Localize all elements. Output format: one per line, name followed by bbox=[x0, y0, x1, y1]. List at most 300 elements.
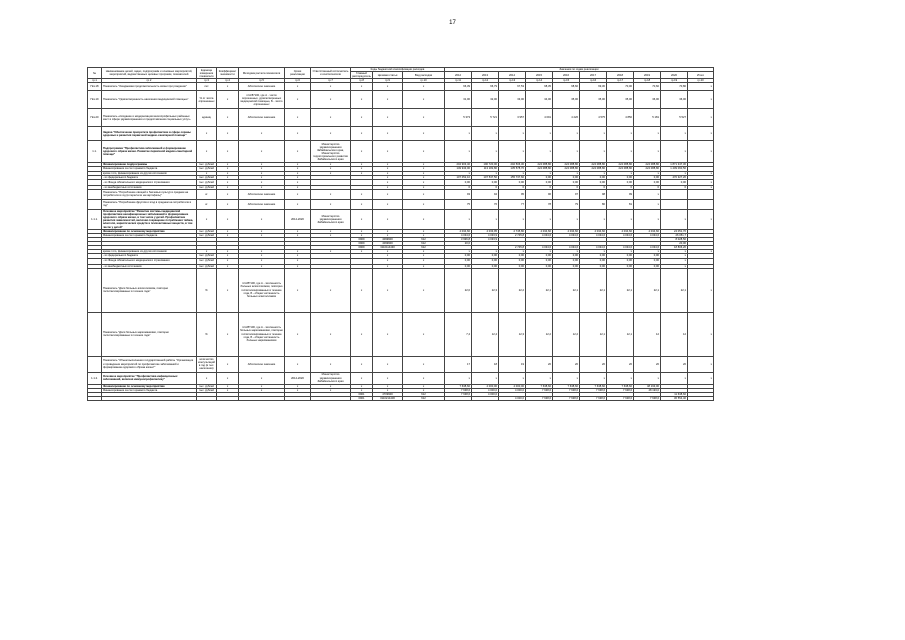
table-cell: 0,00 bbox=[607, 258, 634, 264]
table-cell: х bbox=[472, 171, 499, 175]
table-cell: х bbox=[580, 250, 607, 254]
table-cell: 4 000,00 bbox=[499, 384, 526, 388]
table-cell: х bbox=[311, 384, 351, 388]
table-cell: х bbox=[373, 189, 403, 199]
table-cell: 7,4 bbox=[445, 312, 472, 356]
table-cell: х bbox=[403, 356, 445, 372]
table-cell bbox=[688, 396, 714, 400]
table-cell: 22,1 bbox=[661, 268, 688, 312]
table-cell: 0 bbox=[580, 185, 607, 189]
table-cell: х bbox=[373, 356, 403, 372]
col-coef-header: Коэффициент значимости bbox=[217, 68, 239, 79]
column-number: гр.10 bbox=[403, 79, 445, 83]
table-cell: х bbox=[217, 199, 239, 209]
table-cell: х bbox=[217, 233, 239, 237]
table-cell bbox=[239, 396, 285, 400]
table-cell: 94 bbox=[472, 189, 499, 199]
table-cell: 7 638,60 bbox=[580, 384, 607, 388]
table-cell: 99 bbox=[607, 189, 634, 199]
table-cell: х bbox=[373, 141, 403, 163]
table-cell: 78 bbox=[526, 199, 553, 209]
table-cell: 224 088,80 bbox=[607, 167, 634, 171]
table-cell bbox=[688, 189, 714, 199]
table-cell: х bbox=[373, 179, 403, 185]
table-cell: 7 638,60 bbox=[526, 384, 553, 388]
table-cell: 48 193,0 bbox=[634, 388, 661, 392]
column-number: гр.1 bbox=[88, 79, 102, 83]
table-cell: 0,00 bbox=[499, 254, 526, 258]
table-cell: х bbox=[580, 171, 607, 175]
row-number-cell: Пкз.18 bbox=[88, 83, 102, 91]
table-cell: х bbox=[285, 258, 311, 264]
table-cell: 1 409 060,50 bbox=[661, 167, 688, 171]
table-cell: 0909 bbox=[351, 246, 373, 250]
year-col-header: Итого bbox=[688, 72, 714, 79]
table-cell: 96 bbox=[526, 189, 553, 199]
table-cell: 7 638,6 bbox=[580, 396, 607, 400]
table-cell: 0,00 bbox=[472, 258, 499, 264]
table-cell: х bbox=[373, 185, 403, 189]
table-cell: 107 537,50 bbox=[472, 175, 499, 179]
table-cell: 4 034,60 bbox=[553, 229, 580, 233]
table-cell: 7 638,6 bbox=[526, 396, 553, 400]
table-cell: тыс. рублей bbox=[197, 167, 217, 171]
budget-col-header: Целевая статья bbox=[373, 72, 403, 79]
table-cell: 0901 bbox=[351, 392, 373, 396]
table-cell: 20 bbox=[580, 356, 607, 372]
table-cell: 75 bbox=[445, 199, 472, 209]
table-cell: х bbox=[373, 372, 403, 384]
table-cell: х bbox=[661, 127, 688, 141]
table-cell: х bbox=[285, 109, 311, 127]
table-cell: тыс. рублей bbox=[197, 175, 217, 179]
table-cell: х bbox=[217, 163, 239, 167]
table-cell: 0909 bbox=[351, 238, 373, 242]
table-cell: х bbox=[373, 233, 403, 237]
table-cell: 35,00 bbox=[607, 91, 634, 109]
table-cell: 22,0 bbox=[445, 268, 472, 312]
row-name-cell: - из Фонда обязательного медицинского страхования bbox=[102, 258, 197, 264]
table-cell: 2014-2020 bbox=[285, 209, 311, 229]
table-cell: 26 051,7 bbox=[661, 233, 688, 237]
table-cell: количество консультаций в год (в тыс. населения) bbox=[198, 357, 215, 371]
row-number-cell bbox=[88, 127, 102, 141]
column-number: гр.19 bbox=[661, 79, 688, 83]
table-cell: 79 bbox=[553, 199, 580, 209]
table-cell: х bbox=[351, 233, 373, 237]
table-cell: х bbox=[217, 250, 239, 254]
table-cell: х bbox=[553, 141, 580, 163]
table-cell: х bbox=[472, 250, 499, 254]
table-cell: х bbox=[351, 109, 373, 127]
table-cell: 4 850 bbox=[607, 109, 634, 127]
table-cell: х bbox=[373, 175, 403, 179]
table-cell: х bbox=[688, 109, 714, 127]
table-cell: 0,00 bbox=[607, 179, 634, 185]
table-cell: 0,00 bbox=[445, 258, 472, 264]
table-cell: х bbox=[351, 250, 373, 254]
table-cell: 3110214430 bbox=[373, 396, 403, 400]
table-cell: х bbox=[526, 171, 553, 175]
table-cell: 0901 bbox=[351, 396, 373, 400]
table-cell: х bbox=[217, 141, 239, 163]
table-cell: 20,0 bbox=[445, 242, 472, 246]
row-name-cell: - из федерального бюджета bbox=[102, 254, 197, 258]
table-cell: х bbox=[285, 229, 311, 233]
table-cell: 224 088,80 bbox=[580, 163, 607, 167]
table-cell: х bbox=[688, 83, 714, 91]
table-cell: 19 bbox=[499, 356, 526, 372]
table-cell: 81 bbox=[607, 199, 634, 209]
table-cell: х bbox=[688, 185, 714, 189]
table-cell: х bbox=[499, 127, 526, 141]
table-cell: х bbox=[499, 372, 526, 384]
column-number: гр.5 bbox=[239, 79, 285, 83]
table-cell: 22,1 bbox=[607, 268, 634, 312]
table-cell: х bbox=[688, 91, 714, 109]
table-cell: 18 806,20 bbox=[661, 246, 688, 250]
table-cell: х bbox=[445, 250, 472, 254]
table-cell: 4 034,6 bbox=[580, 233, 607, 237]
table-cell: 32,00 bbox=[472, 91, 499, 109]
row-name-cell: Показатель "Объем выполнения государственной работы "Организация и проведение мероприятий по профилактике заболеваний и формированию здорового образа жизни"" bbox=[102, 356, 197, 372]
table-cell: х bbox=[499, 171, 526, 175]
table-cell: 0 bbox=[634, 185, 661, 189]
table-cell: 0,00 bbox=[607, 264, 634, 268]
table-cell: х bbox=[239, 384, 285, 388]
table-cell: х bbox=[472, 372, 499, 384]
table-cell bbox=[197, 396, 217, 400]
table-cell: 0,00 bbox=[634, 175, 661, 179]
table-cell: х bbox=[239, 372, 285, 384]
table-cell: 4 034,6 bbox=[607, 246, 634, 250]
column-number: гр.6 bbox=[285, 79, 311, 83]
table-cell: х bbox=[499, 209, 526, 229]
table-cell: х bbox=[403, 185, 445, 189]
row-number-cell bbox=[88, 268, 102, 312]
table-cell: 0,00 bbox=[634, 258, 661, 264]
table-cell: 224 088,80 bbox=[526, 163, 553, 167]
table-cell: Абсолютное значение bbox=[239, 83, 285, 91]
table-cell: n=А/Б*100, где А - численность больных наркоманиями, повторно госпитализированных в течение года, Б - общая численность больных наркоманиями bbox=[239, 312, 285, 356]
table-cell: 0,00 bbox=[499, 264, 526, 268]
table-cell: х bbox=[553, 250, 580, 254]
row-name-cell: Финансирование по основному мероприятию bbox=[102, 384, 197, 388]
table-cell: х bbox=[351, 83, 373, 91]
table-cell: х bbox=[661, 141, 688, 163]
col-name-header: Наименование целей, задач, подпрограмм и основных мероприятий, мероприятий, ведомственных целевых программ, показателей bbox=[102, 68, 197, 79]
table-cell: 0,00 bbox=[580, 175, 607, 179]
table-cell: Абсолютное значение bbox=[239, 356, 285, 372]
table-cell: х bbox=[285, 356, 311, 372]
table-cell: х bbox=[351, 388, 373, 392]
table-cell: 48 193,00 bbox=[634, 384, 661, 388]
column-number: гр.12 bbox=[472, 79, 499, 83]
table-cell: х bbox=[197, 141, 217, 163]
table-cell: х bbox=[580, 209, 607, 229]
table-cell: 5 721 bbox=[472, 109, 499, 127]
table-cell: х bbox=[688, 356, 714, 372]
table-cell: тыс. рублей bbox=[197, 254, 217, 258]
table-cell: 4 000,0 bbox=[499, 396, 526, 400]
table-cell: 36 554,40 bbox=[661, 396, 688, 400]
table-cell: 68,60 bbox=[553, 83, 580, 91]
table-cell: 20 bbox=[607, 356, 634, 372]
row-name-cell: Основное мероприятие "Профилактика инфекционных заболеваний, включая иммунопрофилактику" bbox=[102, 372, 197, 384]
column-number: гр.20 bbox=[688, 79, 714, 83]
table-cell: 4 000,0 bbox=[472, 388, 499, 392]
table-cell: 202 506,30 bbox=[499, 163, 526, 167]
table-row bbox=[88, 189, 714, 199]
table-cell: 12,1 bbox=[580, 312, 607, 356]
row-number-cell bbox=[88, 356, 102, 372]
table-cell: 22,1 bbox=[580, 268, 607, 312]
table-cell bbox=[688, 199, 714, 209]
table-cell: 66,79 bbox=[472, 83, 499, 91]
table-cell: 36,00 bbox=[634, 91, 661, 109]
table-cell: х bbox=[403, 167, 445, 171]
table-cell: 0,00 bbox=[526, 254, 553, 258]
table-cell: 224 088,80 bbox=[634, 167, 661, 171]
table-cell: 5 181 bbox=[634, 109, 661, 127]
table-cell: 22,1 bbox=[526, 268, 553, 312]
year-col-header: 2017 bbox=[580, 72, 607, 79]
table-cell: х bbox=[217, 167, 239, 171]
column-number: гр.14 bbox=[526, 79, 553, 83]
table-cell: 31,00 bbox=[445, 91, 472, 109]
table-cell: х bbox=[472, 209, 499, 229]
table-cell: х bbox=[688, 372, 714, 384]
table-cell bbox=[472, 396, 499, 400]
table-cell: х bbox=[661, 258, 688, 264]
table-cell: х bbox=[607, 171, 634, 175]
program-indicators-table bbox=[87, 67, 714, 401]
table-cell: х bbox=[311, 127, 351, 141]
table-cell bbox=[661, 199, 688, 209]
table-cell: 612 bbox=[403, 242, 445, 246]
table-cell: 2014-2020 bbox=[285, 372, 311, 384]
table-cell: 35,00 bbox=[553, 91, 580, 109]
table-cell: х bbox=[217, 388, 239, 392]
table-cell: х bbox=[351, 268, 373, 312]
table-cell: 0 bbox=[499, 185, 526, 189]
table-cell: х bbox=[373, 264, 403, 268]
table-cell: х bbox=[239, 167, 285, 171]
year-col-header: 2019 bbox=[634, 72, 661, 79]
table-cell: х bbox=[373, 312, 403, 356]
table-cell: х bbox=[580, 372, 607, 384]
column-number: гр.16 bbox=[580, 79, 607, 83]
table-cell: х bbox=[634, 189, 661, 199]
table-cell: х bbox=[373, 258, 403, 264]
table-cell: 12 bbox=[661, 312, 688, 356]
table-cell: 4 033,9 bbox=[472, 238, 499, 242]
table-cell: 149 943,00 bbox=[445, 167, 472, 171]
table-cell: 0,00 bbox=[634, 264, 661, 268]
table-cell: х bbox=[351, 189, 373, 199]
table-cell: 0,00 bbox=[634, 179, 661, 185]
table-cell: х bbox=[351, 141, 373, 163]
table-cell: Абсолютное значение bbox=[239, 199, 285, 209]
table-cell: тыс. рублей bbox=[197, 163, 217, 167]
table-cell: 0,00 bbox=[607, 175, 634, 179]
table-cell: 2 745,8 bbox=[499, 246, 526, 250]
table-cell: тыс. рублей bbox=[197, 229, 217, 233]
table-cell: 4 034,6 bbox=[634, 233, 661, 237]
row-name-cell bbox=[102, 396, 197, 400]
table-cell: х bbox=[607, 250, 634, 254]
table-cell: х bbox=[526, 250, 553, 254]
table-cell: х bbox=[217, 171, 239, 175]
table-cell: х bbox=[445, 372, 472, 384]
table-cell: 4 000,0 bbox=[472, 392, 499, 396]
table-cell: х bbox=[285, 163, 311, 167]
table-cell: х bbox=[217, 185, 239, 189]
column-number: гр.9 bbox=[373, 79, 403, 83]
table-cell: тыс. рублей bbox=[197, 179, 217, 185]
column-number: гр.17 bbox=[607, 79, 634, 83]
table-cell: кг bbox=[197, 199, 217, 209]
table-cell: 4 033,95 bbox=[472, 229, 499, 233]
table-cell: 67,53 bbox=[499, 83, 526, 91]
table-cell: 4 034,60 bbox=[580, 229, 607, 233]
table-cell: х bbox=[285, 268, 311, 312]
table-cell: х bbox=[197, 372, 217, 384]
column-number: гр.2 bbox=[102, 79, 197, 83]
table-cell: 0 bbox=[472, 185, 499, 189]
table-cell: 4 034,6 bbox=[526, 246, 553, 250]
table-cell: х bbox=[311, 163, 351, 167]
table-cell: х bbox=[472, 127, 499, 141]
table-cell: 224 088,80 bbox=[580, 167, 607, 171]
table-cell: 1 871 347,30 bbox=[661, 163, 688, 167]
column-number: гр.11 bbox=[445, 79, 472, 83]
table-cell: 0,00 bbox=[553, 175, 580, 179]
table-cell: 0,00 bbox=[526, 258, 553, 264]
table-cell: х bbox=[285, 388, 311, 392]
table-cell: 7 638,60 bbox=[445, 384, 472, 388]
table-cell: х bbox=[499, 250, 526, 254]
table-cell: х bbox=[661, 264, 688, 268]
table-cell: х bbox=[217, 189, 239, 199]
table-cell: 4 034,6 bbox=[553, 246, 580, 250]
table-cell: 66,39 bbox=[445, 83, 472, 91]
table-cell: х bbox=[285, 254, 311, 258]
year-col-header: 2018 bbox=[607, 72, 634, 79]
table-cell: х bbox=[285, 171, 311, 175]
table-cell: 22,3 bbox=[472, 268, 499, 312]
table-cell: Министерство здравоохранения Забайкальского края, Министерство территориального развития Забайкальского края bbox=[311, 141, 351, 163]
table-cell: х bbox=[285, 189, 311, 199]
table-cell: х bbox=[351, 171, 373, 175]
table-cell: 0,00 bbox=[472, 254, 499, 258]
table-row bbox=[88, 83, 714, 91]
table-cell: х bbox=[373, 384, 403, 388]
row-name-cell: Показатель "Потребление овощей и бахчевых культур в среднем на потребителя в год (в пересчете на картофель)" bbox=[102, 189, 197, 199]
row-name-cell: Показатель "Доля больных наркоманиями, повторно госпитализированных в течение года" bbox=[102, 312, 197, 356]
table-cell: х bbox=[285, 250, 311, 254]
table-cell: х bbox=[239, 209, 285, 229]
table-cell: х bbox=[217, 175, 239, 179]
row-name-cell: Показатель «Создание и модернизация многопрофильных районных мест в сфере здравоохранения и предоставления социальных услуг» bbox=[102, 109, 197, 127]
table-cell: х bbox=[499, 141, 526, 163]
table-cell: Министерство здравоохранения Забайкальского края bbox=[311, 372, 351, 384]
table-cell: х bbox=[351, 91, 373, 109]
table-cell: х bbox=[373, 254, 403, 258]
table-cell: х bbox=[311, 233, 351, 237]
table-cell: х bbox=[403, 312, 445, 356]
table-cell: 12 bbox=[634, 312, 661, 356]
row-name-cell: Показатель "Удовлетворенность населения медицинской помощью" bbox=[102, 91, 197, 109]
table-cell: 4 033,9 bbox=[472, 233, 499, 237]
table-cell: х bbox=[285, 233, 311, 237]
row-name-cell: Финансирование за счет краевого бюджета bbox=[102, 233, 197, 237]
table-cell: % bbox=[197, 268, 217, 312]
table-cell: 0,00 bbox=[499, 179, 526, 185]
table-cell: х bbox=[351, 167, 373, 171]
row-name-cell: Финансирование за счет краевого бюджета bbox=[102, 167, 197, 171]
table-cell: х bbox=[351, 356, 373, 372]
table-cell: 70,00 bbox=[607, 83, 634, 91]
table-cell: х bbox=[373, 83, 403, 91]
table-cell: х bbox=[403, 250, 445, 254]
budget-col-header: Вид расходов bbox=[403, 72, 445, 79]
table-cell: х bbox=[526, 209, 553, 229]
table-cell: х bbox=[197, 250, 217, 254]
table-cell: 155 737,60 bbox=[499, 175, 526, 179]
table-cell: х bbox=[634, 250, 661, 254]
table-row bbox=[88, 396, 714, 400]
table-cell: 22,1 bbox=[634, 268, 661, 312]
table-cell: х bbox=[217, 229, 239, 233]
table-cell: х bbox=[403, 388, 445, 392]
row-name-cell: - из Фонда обязательного медицинского страхования bbox=[102, 179, 197, 185]
table-cell: х bbox=[403, 109, 445, 127]
table-cell: х bbox=[311, 83, 351, 91]
table-cell: 7 638,6 bbox=[445, 392, 472, 396]
table-cell: х bbox=[217, 268, 239, 312]
table-cell: х bbox=[351, 163, 373, 167]
table-cell: 22,1 bbox=[553, 268, 580, 312]
table-cell: х bbox=[403, 233, 445, 237]
table-cell: х bbox=[351, 384, 373, 388]
table-cell: х bbox=[553, 171, 580, 175]
table-cell: х bbox=[311, 250, 351, 254]
table-cell: тыс. рублей bbox=[197, 185, 217, 189]
row-name-cell: Финансирование подпрограммы bbox=[102, 163, 197, 167]
table-cell: 4 034,60 bbox=[607, 229, 634, 233]
table-cell: n=А/Б*100, где А - число опрошенных, удовлетворенных медицинской помощью, Б - число опрошенных bbox=[239, 91, 285, 109]
table-cell: 7 638,6 bbox=[607, 396, 634, 400]
table-cell: 97 bbox=[553, 189, 580, 199]
table-cell: х bbox=[311, 199, 351, 209]
table-cell: х bbox=[472, 141, 499, 163]
table-cell: х bbox=[217, 312, 239, 356]
table-cell: х bbox=[285, 167, 311, 171]
table-cell: х bbox=[526, 372, 553, 384]
table-cell: 0,00 bbox=[553, 264, 580, 268]
table-cell: х bbox=[688, 127, 714, 141]
table-cell: х bbox=[239, 185, 285, 189]
table-cell: х bbox=[526, 141, 553, 163]
table-cell: х bbox=[311, 229, 351, 233]
table-cell: 4 034,6 bbox=[607, 233, 634, 237]
table-cell: тыс. рублей bbox=[197, 258, 217, 264]
row-name-cell: кроме того, финансирование из других источников: bbox=[102, 171, 197, 175]
table-cell: 7 638,60 bbox=[553, 384, 580, 388]
table-cell: х bbox=[351, 199, 373, 209]
table-cell: 0,00 bbox=[445, 179, 472, 185]
